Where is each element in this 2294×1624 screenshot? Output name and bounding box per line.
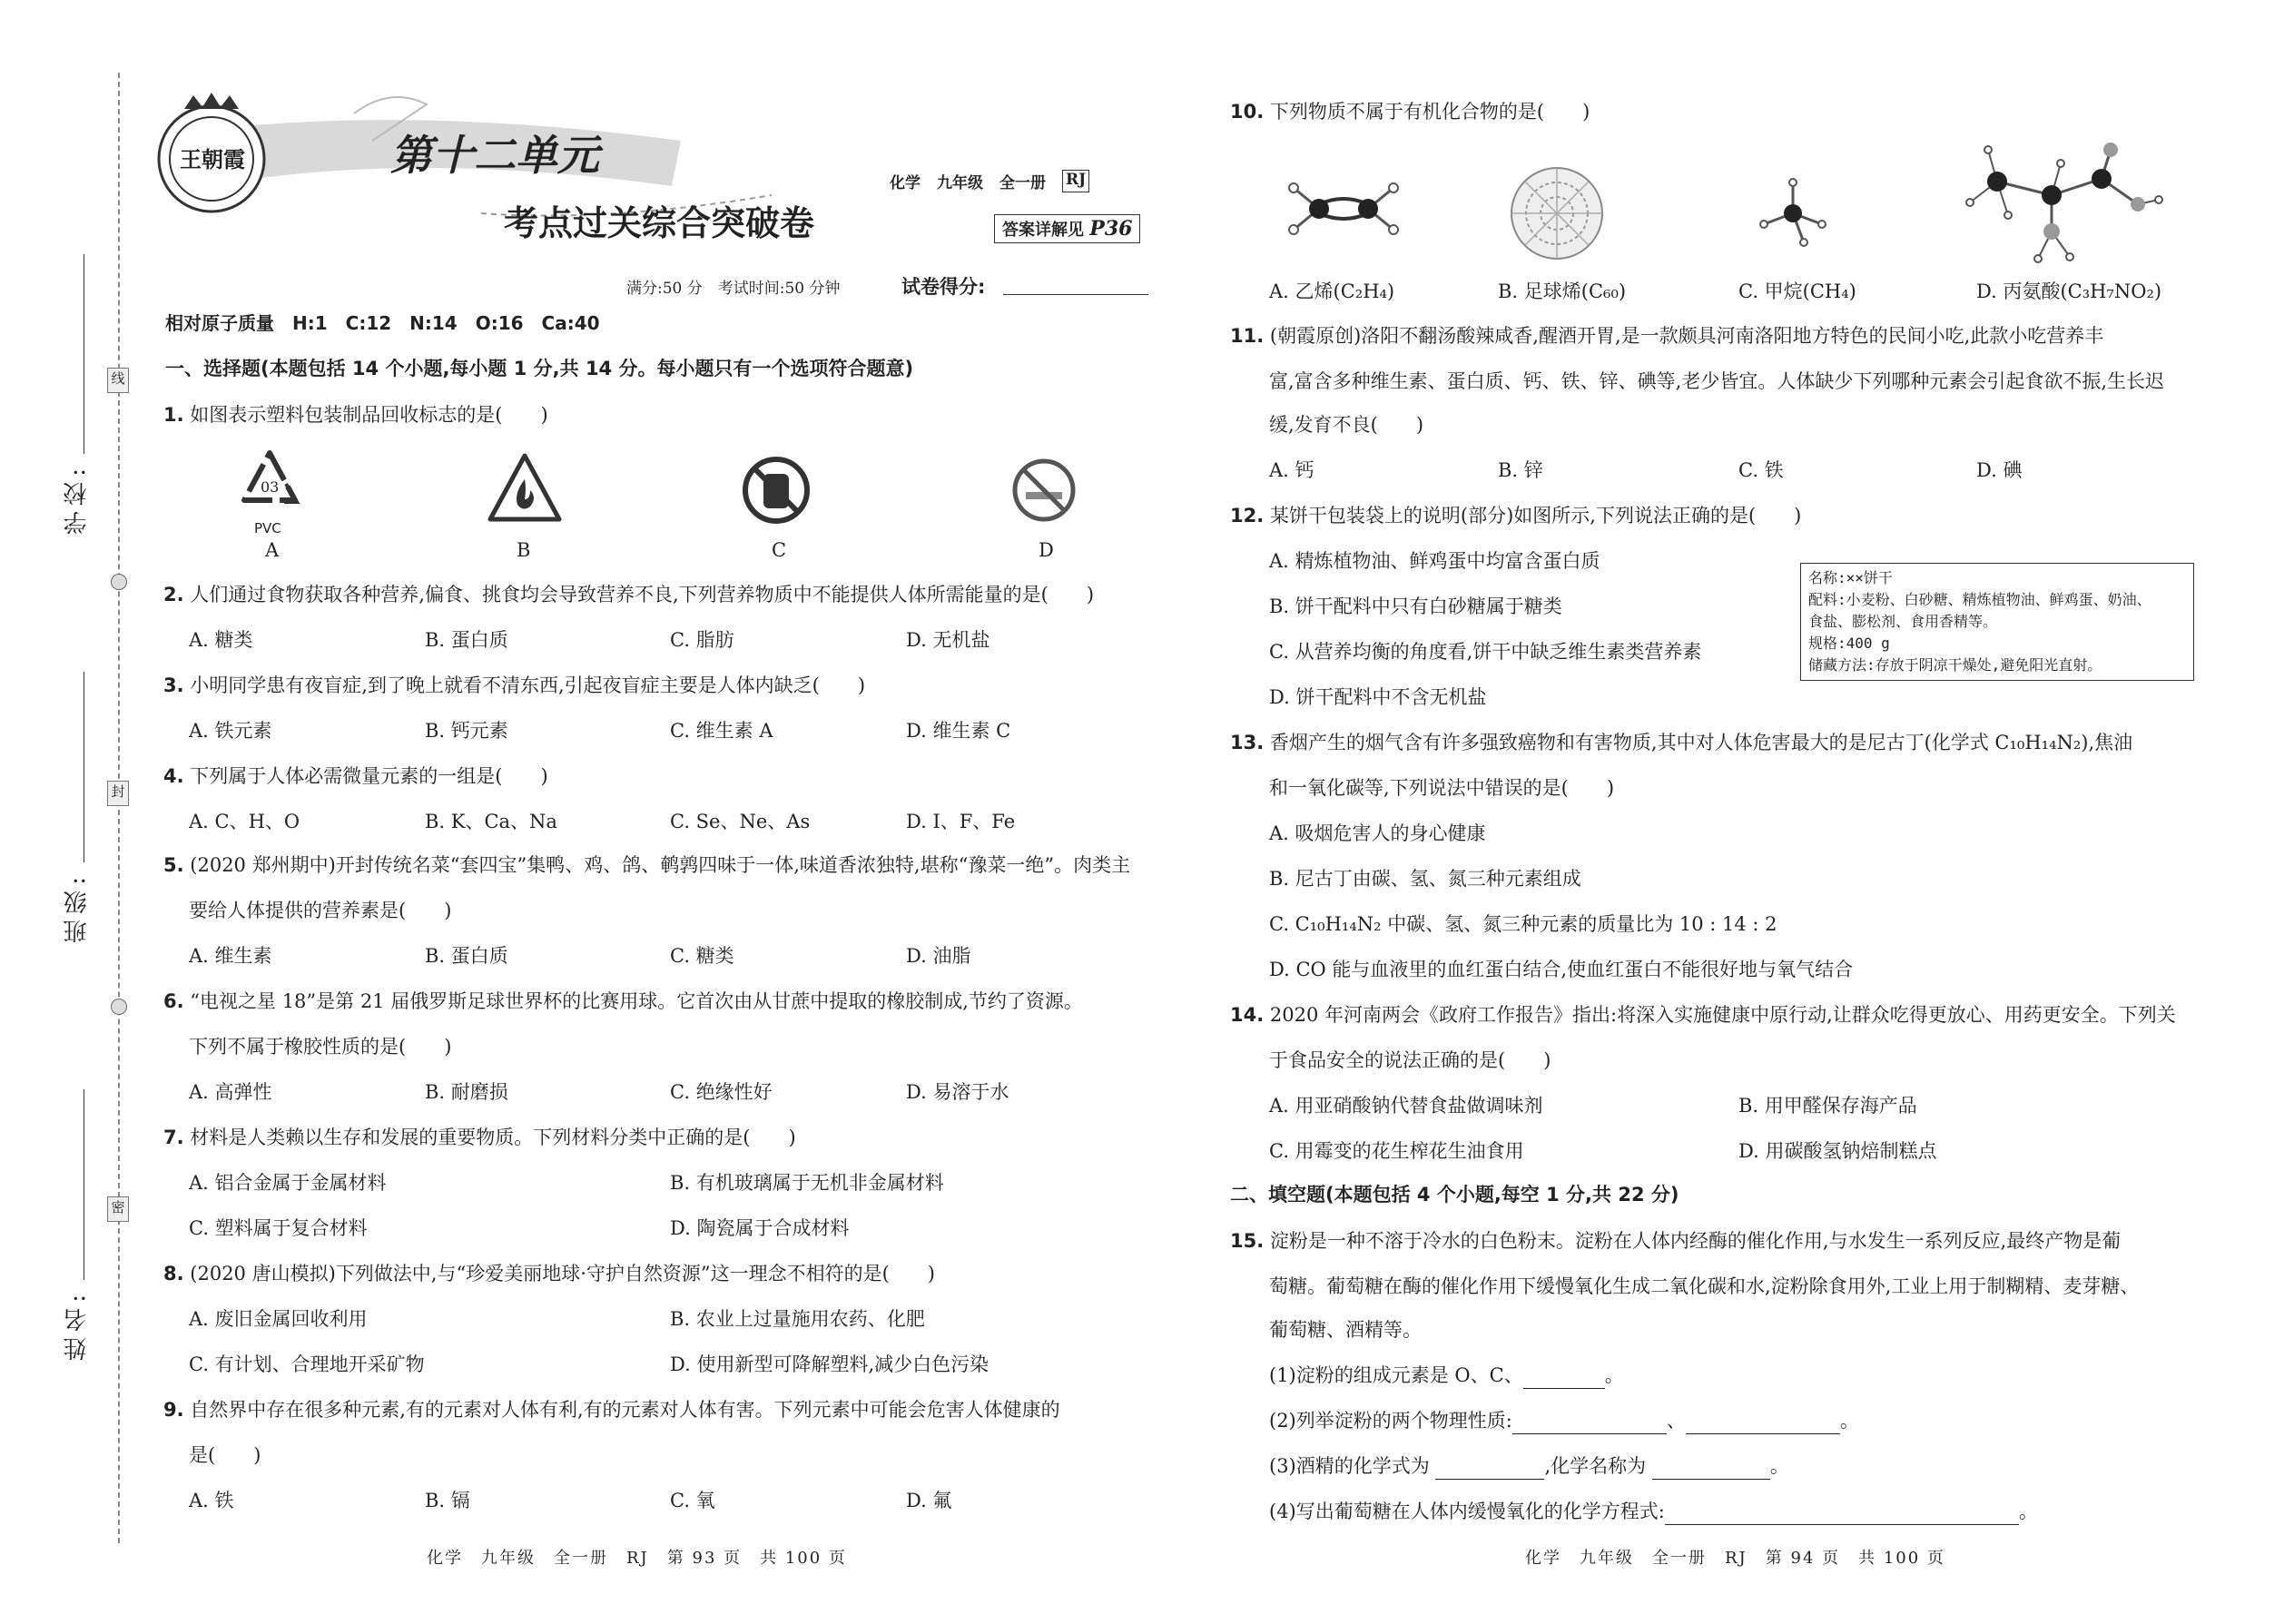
seal-mark-line: 线: [107, 368, 129, 393]
question-number: 5.: [163, 854, 184, 876]
question-number: 3.: [163, 674, 184, 696]
q15-sub1: [1269, 1362, 1624, 1389]
option[interactable]: C. 铁: [1738, 459, 1784, 481]
option[interactable]: B. 农业上过量施用农药、化肥: [670, 1308, 925, 1330]
footer-left: 化学 九年级 全一册 RJ 第 93 页 共 100 页: [427, 1549, 847, 1568]
question-text: 人们通过食物获取各种营养,偏食、挑食均会导致营养不良,下列营养物质中不能提供人体所需能量的是( ): [190, 584, 1095, 605]
answer-blank[interactable]: [1435, 1459, 1544, 1480]
question-text: “电视之星 18”是第 21 届俄罗斯足球世界杯的比赛用球。它首次由从甘蔗中提取的橡胶制成,节约了资源。: [190, 990, 1083, 1012]
option[interactable]: D. 油脂: [906, 945, 971, 967]
q1-label-c: C: [772, 539, 787, 561]
option[interactable]: B. 钙元素: [425, 720, 508, 742]
question-text: 小明同学患有夜盲症,到了晚上就看不清东西,引起夜盲症主要是人体内缺乏( ): [190, 674, 866, 696]
question-14: [1230, 1001, 2176, 1029]
question-11: [1230, 322, 2103, 349]
question-7: [163, 1124, 796, 1151]
option[interactable]: C. 甲烷(CH₄): [1738, 281, 1856, 302]
question-4: [163, 763, 548, 790]
question-number: 10.: [1230, 101, 1265, 123]
question-text: 淀粉是一种不溶于冷水的白色粉末。淀粉在人体内经酶的催化作用,与水发生一系列反应,最终产物是葡: [1269, 1230, 2122, 1252]
option[interactable]: B. 有机玻璃属于无机非金属材料: [670, 1172, 944, 1194]
exam-subtitle: 考点过关综合突破卷: [504, 203, 815, 243]
biscuit-label-box: [1800, 563, 2194, 681]
option[interactable]: A. 钙: [1269, 459, 1314, 481]
unit-title: 第十二单元: [390, 131, 599, 180]
label-line: 食盐、膨松剂、食用香精等。: [1808, 613, 1998, 630]
methane-molecule-icon[interactable]: [1757, 177, 1829, 250]
q15-sub4: [1269, 1498, 2038, 1525]
question-15-line3: 葡萄糖、酒精等。: [1269, 1319, 1422, 1341]
option[interactable]: B. 足球烯(C₆₀): [1498, 281, 1627, 302]
question-number: 2.: [163, 584, 184, 605]
question-number: 8.: [163, 1263, 184, 1284]
binding-hole-1: [111, 574, 127, 590]
question-text: 下列属于人体必需微量元素的一组是( ): [190, 765, 548, 787]
option[interactable]: D. 丙氨酸(C₃H₇NO₂): [1976, 281, 2162, 302]
binding-strip: [0, 0, 154, 1624]
score-label: 试卷得分:: [901, 276, 986, 298]
option[interactable]: D. I、F、Fe: [906, 811, 1016, 832]
question-number: 12.: [1230, 505, 1265, 527]
option[interactable]: D. 维生素 C: [906, 720, 1011, 742]
label-line: 储藏方法:存放于阴凉干燥处,避免阳光直射。: [1808, 656, 2102, 674]
section-1-title: 一、选择题(本题包括 14 个小题,每小题 1 分,共 14 分。每小题只有一个选项符合题意): [165, 358, 914, 379]
question-number: 1.: [163, 404, 184, 426]
option[interactable]: D. CO 能与血液里的血红蛋白结合,使血红蛋白不能很好地与氧气结合: [1269, 959, 1854, 980]
seal-mark-secret: 密: [107, 1196, 129, 1222]
recycle-label: PVC: [254, 520, 281, 536]
option[interactable]: D. 使用新型可降解塑料,减少白色污染: [670, 1353, 989, 1375]
question-number: 14.: [1230, 1004, 1265, 1026]
question-9-line2: 是( ): [189, 1444, 261, 1466]
question-2: [163, 581, 1094, 608]
option[interactable]: D. 陶瓷属于合成材料: [670, 1217, 850, 1239]
tag-grade: 九年级: [937, 174, 983, 192]
binding-dashed-line: [118, 73, 120, 1543]
option[interactable]: A. 高弹性: [189, 1081, 272, 1103]
question-10: [1230, 98, 1590, 125]
label-line: 规格:400 g: [1808, 635, 1890, 652]
option[interactable]: D. 用碳酸氢钠焙制糕点: [1738, 1140, 1937, 1162]
option[interactable]: A. 铝合金属于金属材料: [189, 1172, 387, 1194]
question-6-line2: 下列不属于橡胶性质的是( ): [189, 1036, 452, 1058]
question-text: (2020 唐山模拟)下列做法中,与“珍爱美丽地球·守护自然资源”这一理念不相符的是( ): [190, 1263, 935, 1284]
sub-question-text: (2)列举淀粉的两个物理性质:: [1269, 1410, 1512, 1432]
option[interactable]: D. 无机盐: [906, 629, 990, 651]
option[interactable]: A. 废旧金属回收利用: [189, 1308, 368, 1330]
option[interactable]: C. 维生素 A: [670, 720, 773, 742]
question-text: 下列物质不属于有机化合物的是( ): [1269, 101, 1590, 123]
score-field[interactable]: [1003, 294, 1148, 295]
punct: 。: [1769, 1455, 1789, 1477]
question-11-line3: 缓,发育不良( ): [1269, 414, 1424, 436]
option[interactable]: C. 脂肪: [670, 629, 734, 651]
option[interactable]: A. 吸烟危害人的身心健康: [1269, 822, 1486, 844]
sub-question-text: (1)淀粉的组成元素是 O、C、: [1269, 1364, 1523, 1386]
fullerene-molecule-icon[interactable]: [1507, 163, 1607, 263]
option[interactable]: A. 维生素: [189, 945, 272, 967]
flammable-warning-icon[interactable]: [487, 452, 564, 525]
recycle-code: 03: [261, 478, 280, 496]
option[interactable]: B. 饼干配料中只有白砂糖属于糖类: [1269, 595, 1562, 617]
option[interactable]: C. Se、Ne、As: [670, 811, 811, 832]
question-6: [163, 988, 1083, 1015]
tag-edition: RJ: [1062, 170, 1089, 192]
question-number: 6.: [163, 990, 184, 1012]
question-12: [1230, 502, 1801, 529]
option[interactable]: C. 有计划、合理地开采矿物: [189, 1353, 425, 1375]
question-text: (朝霞原创)洛阳不翻汤酸辣咸香,醒酒开胃,是一款颇具河南洛阳地方特色的民间小吃,此款小吃营养丰: [1269, 325, 2104, 347]
question-number: 15.: [1230, 1230, 1265, 1252]
option[interactable]: C. 用霉变的花生榨花生油食用: [1269, 1140, 1524, 1162]
punct: 。: [1604, 1364, 1624, 1386]
option[interactable]: C. 绝缘性好: [670, 1081, 773, 1103]
question-text: 如图表示塑料包装制品回收标志的是( ): [190, 404, 548, 426]
option[interactable]: A. C、H、O: [189, 811, 300, 832]
seal-mark-seal: 封: [107, 781, 129, 806]
question-1: [163, 401, 548, 428]
question-5-line2: 要给人体提供的营养素是( ): [189, 900, 452, 921]
ethylene-molecule-icon[interactable]: [1285, 177, 1403, 241]
option[interactable]: A. 糖类: [189, 629, 253, 651]
option[interactable]: A. 精炼植物油、鲜鸡蛋中均富含蛋白质: [1269, 550, 1600, 572]
question-text: 材料是人类赖以生存和发展的重要物质。下列材料分类中正确的是( ): [190, 1127, 796, 1148]
option[interactable]: C. 氧: [670, 1490, 715, 1511]
sub-question-text: ,化学名称为: [1544, 1455, 1647, 1477]
no-littering-icon[interactable]: [740, 454, 812, 527]
question-text: 自然界中存在很多种元素,有的元素对人体有利,有的元素对人体有害。下列元素中可能会危害人体健康的: [190, 1399, 1060, 1421]
q1-label-a: A: [265, 539, 280, 561]
question-5: [163, 851, 1130, 879]
answer-blank[interactable]: [1652, 1459, 1770, 1480]
question-15-line2: 萄糖。葡萄糖在酶的催化作用下缓慢氧化生成二氧化碳和水,淀粉除食用外,工业上用于制糊精、麦芽糖、: [1269, 1275, 2140, 1297]
option[interactable]: B. 用甲醛保存海产品: [1738, 1095, 1917, 1117]
q1-label-d: D: [1039, 539, 1054, 561]
subject-tags: [890, 170, 1089, 192]
answer-blank[interactable]: [1686, 1413, 1840, 1434]
question-text: 2020 年河南两会《政府工作报告》指出:将深入实施健康中原行动,让群众吃得更放心、用药更安全。下列关: [1269, 1004, 2176, 1026]
answer-ref-page: P36: [1089, 217, 1133, 241]
question-number: 9.: [163, 1399, 184, 1421]
atomic-masses: 相对原子质量 H:1 C:12 N:14 O:16 Ca:40: [165, 312, 600, 334]
q15-sub2: [1269, 1407, 1859, 1434]
answer-blank[interactable]: [1512, 1413, 1667, 1434]
option[interactable]: B. 锌: [1498, 459, 1543, 481]
question-13-line2: 和一氧化碳等,下列说法中错误的是( ): [1269, 777, 1615, 799]
option[interactable]: A. 铁: [189, 1490, 234, 1511]
sub-question-text: (3)酒精的化学式为: [1269, 1455, 1430, 1477]
binding-hole-2: [111, 999, 127, 1015]
school-label: 学校:: [64, 463, 91, 535]
option[interactable]: B. K、Ca、Na: [425, 811, 557, 832]
question-number: 11.: [1230, 325, 1265, 347]
tag-volume: 全一册: [999, 174, 1046, 192]
option[interactable]: C. 从营养均衡的角度看,饼干中缺乏维生素类营养素: [1269, 641, 1702, 663]
question-text: 某饼干包装袋上的说明(部分)如图所示,下列说法正确的是( ): [1269, 505, 1802, 527]
label-line: 名称:××饼干: [1808, 569, 1893, 586]
option[interactable]: D. 易溶于水: [906, 1081, 1009, 1103]
label-line: 配料:小麦粉、白砂糖、精炼植物油、鲜鸡蛋、奶油、: [1808, 591, 2151, 608]
question-15: [1230, 1227, 2121, 1255]
option[interactable]: C. C₁₀H₁₄N₂ 中碳、氢、氮三种元素的质量比为 10 : 14 : 2: [1269, 913, 1777, 935]
footer-right: 化学 九年级 全一册 RJ 第 94 页 共 100 页: [1525, 1549, 1945, 1568]
punct: 、: [1666, 1410, 1686, 1432]
option[interactable]: A. 铁元素: [189, 720, 272, 742]
answer-blank[interactable]: [1665, 1504, 2019, 1525]
q1-label-b: B: [517, 539, 531, 561]
question-11-line2: 富,富含多种维生素、蛋白质、钙、铁、锌、碘等,老少皆宜。人体缺少下列哪种元素会引起食欲不振,生长迟: [1269, 370, 2165, 392]
tag-subject: 化学: [890, 174, 921, 192]
punct: 。: [2018, 1501, 2038, 1522]
answer-ref-label: 答案详解见: [1002, 221, 1084, 240]
name-label: 姓名:: [64, 1289, 91, 1361]
option[interactable]: A. 乙烯(C₂H₄): [1269, 281, 1395, 302]
option[interactable]: D. 碘: [1976, 459, 2023, 481]
option[interactable]: B. 蛋白质: [425, 629, 508, 651]
logo-text: 王朝霞: [180, 146, 245, 172]
option[interactable]: D. 氟: [906, 1490, 952, 1511]
option[interactable]: C. 糖类: [670, 945, 734, 967]
option[interactable]: B. 蛋白质: [425, 945, 508, 967]
answer-ref-box: [994, 214, 1140, 243]
option[interactable]: B. 镉: [425, 1490, 470, 1511]
question-9: [163, 1396, 1060, 1423]
answer-blank[interactable]: [1523, 1368, 1605, 1389]
exam-info: 满分:50 分 考试时间:50 分钟: [626, 280, 841, 298]
no-smoking-icon[interactable]: [1009, 456, 1078, 525]
question-number: 13.: [1230, 732, 1265, 753]
question-text: 香烟产生的烟气含有许多强致癌物和有害物质,其中对人体危害最大的是尼古丁(化学式 C₁₀H₁₄N₂),焦油: [1269, 732, 2133, 753]
section-2-title: 二、填空题(本题包括 4 个小题,每空 1 分,共 22 分): [1230, 1184, 1679, 1206]
option[interactable]: D. 饼干配料中不含无机盐: [1269, 686, 1487, 708]
q15-sub3: [1269, 1452, 1789, 1480]
option[interactable]: C. 塑料属于复合材料: [189, 1217, 368, 1239]
sub-question-text: (4)写出葡萄糖在人体内缓慢氧化的化学方程式:: [1269, 1501, 1665, 1522]
option[interactable]: B. 耐磨损: [425, 1081, 508, 1103]
question-14-line2: 于食品安全的说法正确的是( ): [1269, 1049, 1551, 1071]
question-number: 4.: [163, 765, 184, 787]
question-number: 7.: [163, 1127, 184, 1148]
class-label: 班级:: [64, 871, 91, 943]
option[interactable]: A. 用亚硝酸钠代替食盐做调味剂: [1269, 1095, 1543, 1117]
option[interactable]: B. 尼古丁由碳、氢、氮三种元素组成: [1269, 868, 1581, 890]
punct: 。: [1839, 1410, 1859, 1432]
alanine-molecule-icon[interactable]: [1961, 141, 2179, 268]
question-13: [1230, 729, 2132, 756]
question-8: [163, 1260, 935, 1287]
question-text: (2020 郑州期中)开封传统名菜“套四宝”集鸭、鸡、鸽、鹌鹑四味于一体,味道香浓独特,堪称“豫菜一绝”。肉类主: [190, 854, 1131, 876]
question-3: [163, 672, 865, 699]
